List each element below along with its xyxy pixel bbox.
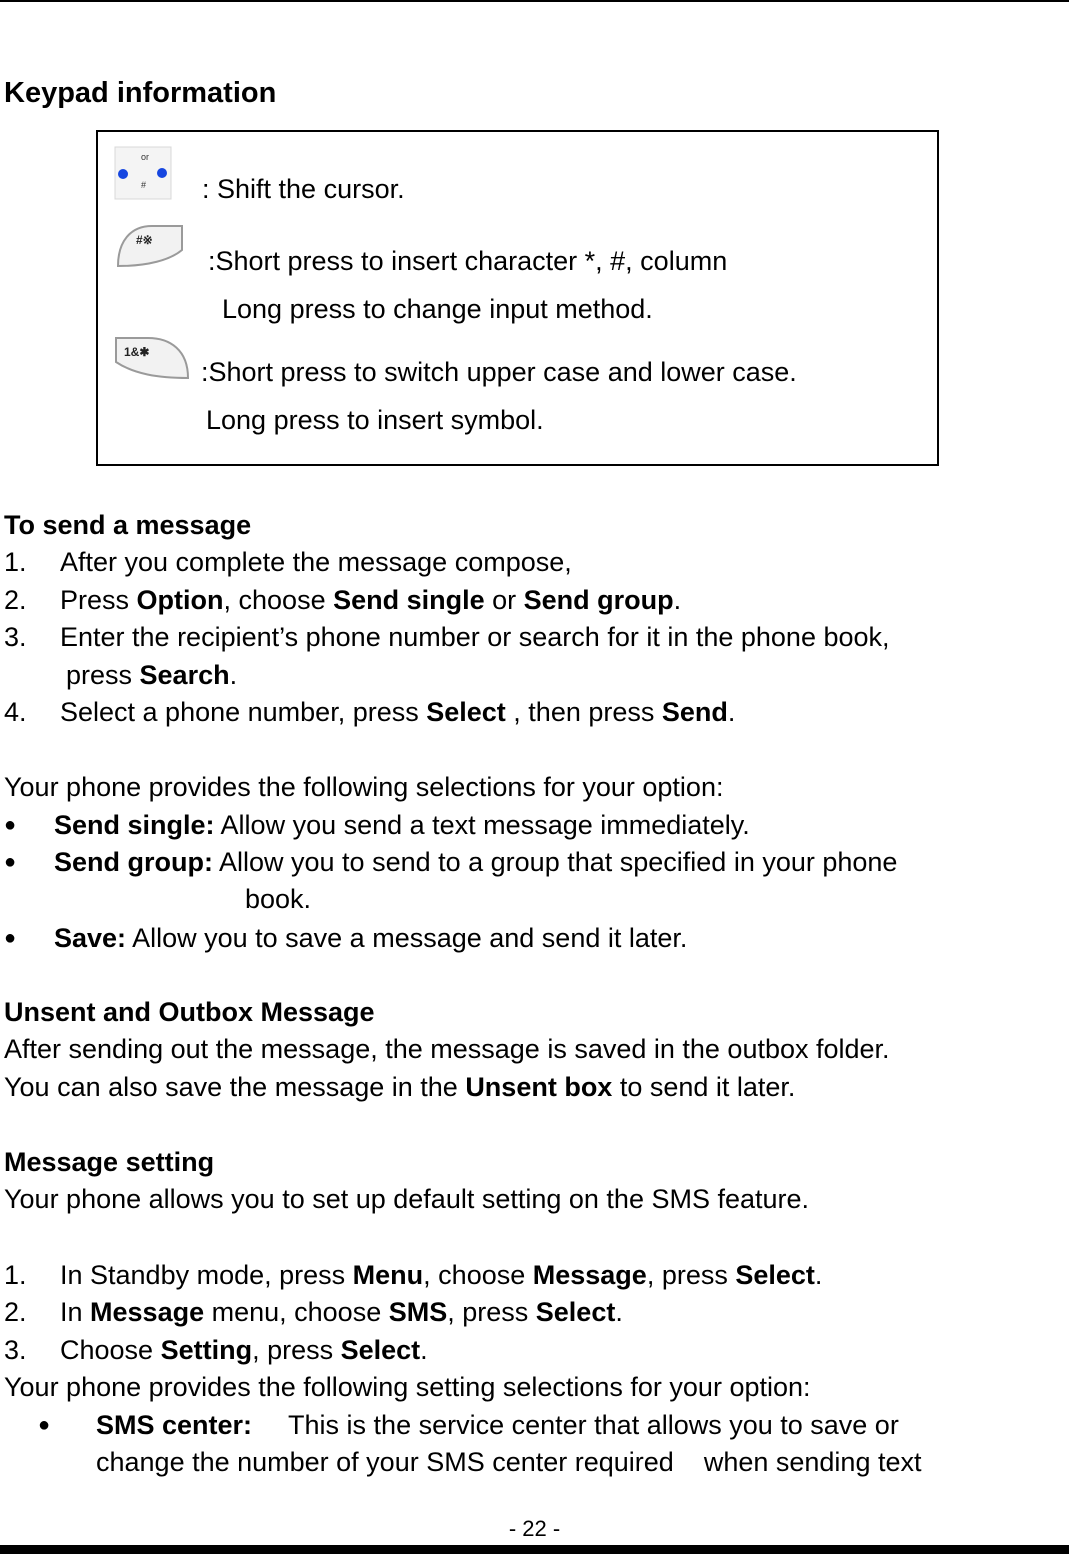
bullet-icon: ● <box>4 927 17 949</box>
send-heading: To send a message <box>4 510 252 540</box>
option-send-group: Send group: Allow you to send to a group that specified in your phone <box>54 847 898 877</box>
step-number: 1. <box>4 1260 27 1290</box>
hash-key-label: #※ <box>136 233 153 247</box>
bullet-icon: ● <box>4 814 17 836</box>
nav-key-label-top: or <box>141 152 150 162</box>
setting-step-3: 3. Choose Setting, press Select. <box>4 1335 428 1365</box>
unsent-line-1: After sending out the message, the message is saved in the outbox folder. <box>4 1034 890 1064</box>
unsent-line-2: You can also save the message in the Unsent box to send it later. <box>4 1072 796 1102</box>
option-sms-center: SMS center: This is the service center that allows you to save or <box>96 1410 899 1440</box>
top-rule <box>0 0 1069 2</box>
bullet-icon: ● <box>38 1414 51 1436</box>
hash-key-icon <box>112 222 184 270</box>
step-number: 3. <box>4 1335 27 1365</box>
step-number: 3. <box>4 622 27 652</box>
send-step-4: 4. Select a phone number, press Select , then press Send. <box>4 697 736 727</box>
star-key-desc-short: :Short press to switch upper case and lower case. <box>201 357 797 387</box>
unsent-heading: Unsent and Outbox Message <box>4 997 375 1027</box>
step-number: 2. <box>4 585 27 615</box>
star-key-desc-long: Long press to insert symbol. <box>206 405 544 435</box>
star-key-label: 1&✱ <box>124 345 150 359</box>
send-options-intro: Your phone provides the following selections for your option: <box>4 772 724 802</box>
send-step-1: 1. After you complete the message compose, <box>4 547 572 577</box>
nav-key-label-bottom: # <box>141 180 147 190</box>
hash-key-desc-short: :Short press to insert character *, #, column <box>208 246 728 276</box>
send-step-3-cont: press Search. <box>66 660 238 690</box>
bottom-rule <box>0 1545 1069 1554</box>
option-send-single: Send single: Allow you send a text message immediately. <box>54 810 750 840</box>
hash-key-desc-long: Long press to change input method. <box>222 294 653 324</box>
step-number: 4. <box>4 697 27 727</box>
option-send-group-cont: book. <box>245 884 312 914</box>
setting-options-intro: Your phone provides the following setting selections for your option: <box>4 1372 811 1402</box>
step-number: 2. <box>4 1297 27 1327</box>
option-save: Save: Allow you to save a message and send it later. <box>54 923 688 953</box>
message-setting-intro: Your phone allows you to set up default setting on the SMS feature. <box>4 1184 810 1214</box>
setting-step-1: 1. In Standby mode, press Menu, choose Message, press Select. <box>4 1260 823 1290</box>
bullet-icon: ● <box>4 851 17 873</box>
keypad-heading: Keypad information <box>4 77 277 109</box>
nav-key-desc: : Shift the cursor. <box>202 174 405 204</box>
send-step-2: 2. Press Option, choose Send single or Send group. <box>4 585 682 615</box>
step-number: 1. <box>4 547 27 577</box>
star-key-icon <box>114 334 190 382</box>
option-sms-center-cont: change the number of your SMS center required when sending text <box>96 1447 922 1477</box>
send-step-3: 3. Enter the recipient’s phone number or search for it in the phone book, <box>4 622 890 652</box>
message-setting-heading: Message setting <box>4 1147 215 1177</box>
keypad-info-box <box>96 130 939 466</box>
setting-step-2: 2. In Message menu, choose SMS, press Select. <box>4 1297 623 1327</box>
nav-key-icon <box>114 146 172 200</box>
page-number: - 22 - <box>508 1516 561 1541</box>
